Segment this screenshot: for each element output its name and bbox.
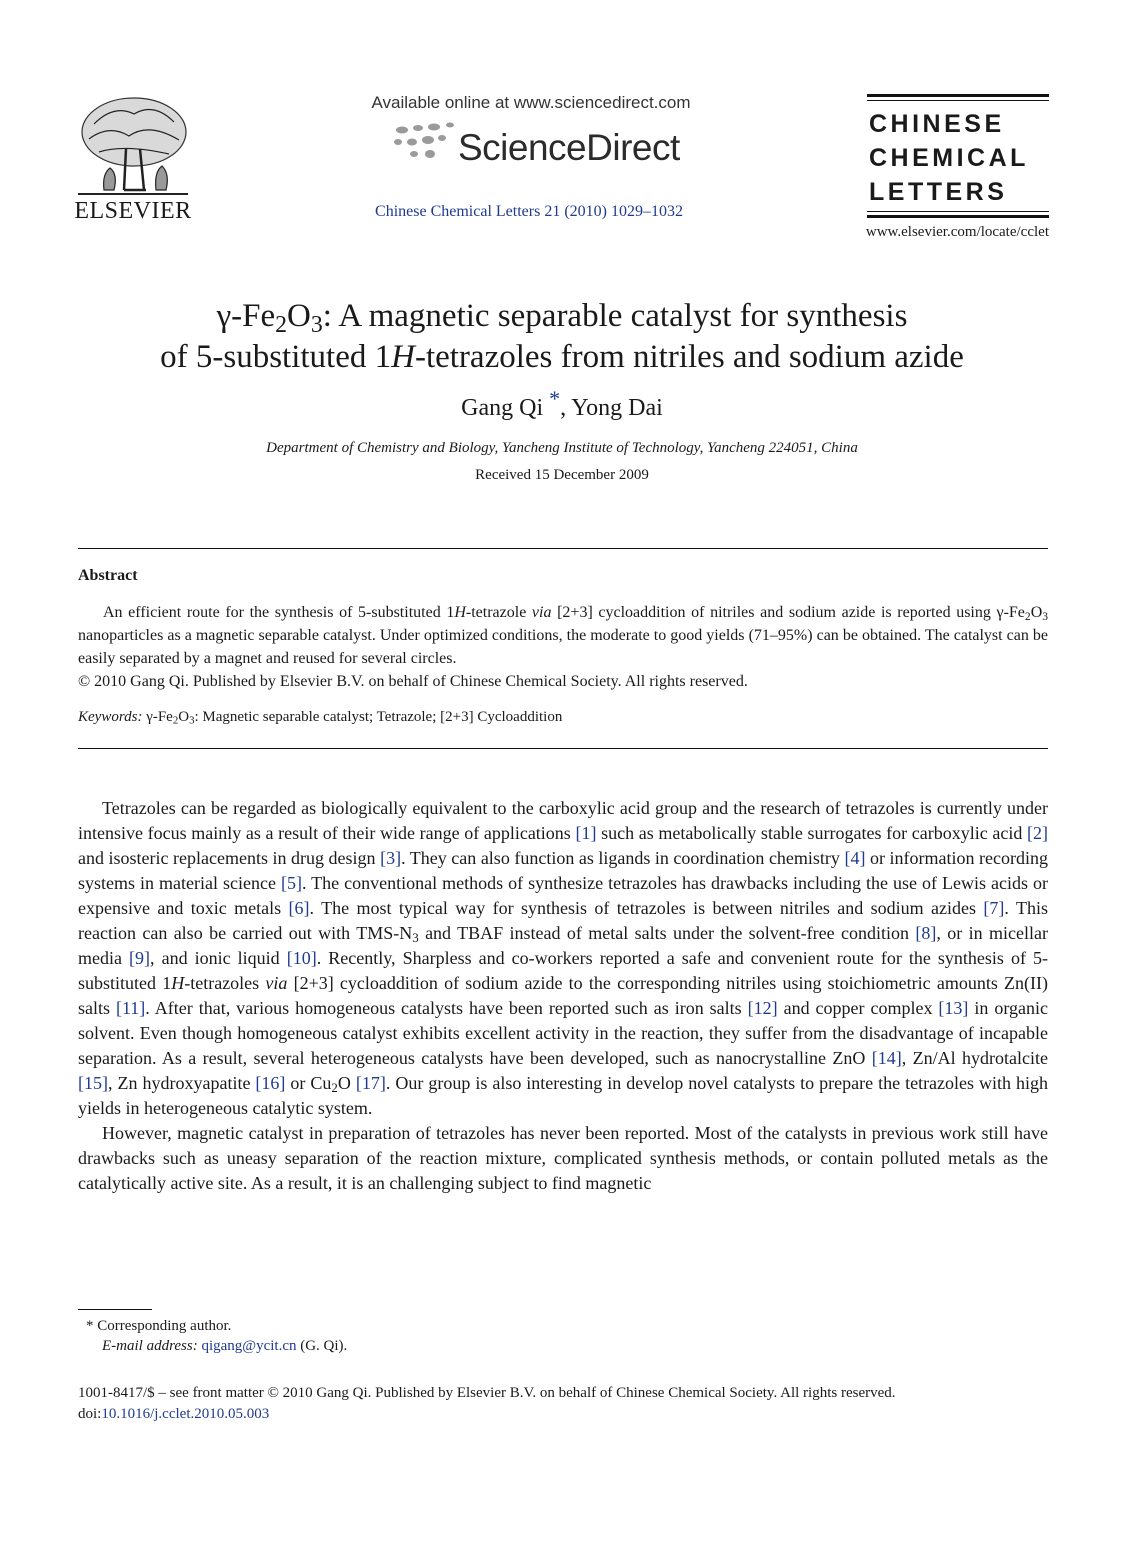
journal-url[interactable]: www.elsevier.com/locate/cclet bbox=[865, 224, 1049, 240]
title-line-1: $\gamma-Fe_2O_3$: A magnetic separable catalyst for synthesis bbox=[216, 298, 908, 338]
reference-link[interactable]: [6] bbox=[288, 898, 310, 918]
masthead-rule bbox=[867, 94, 1049, 97]
reference-link[interactable]: [10] bbox=[286, 948, 317, 968]
journal-name bbox=[867, 101, 1049, 211]
reference-link[interactable]: [14] bbox=[871, 1048, 902, 1068]
journal-name-line: LETTERS bbox=[869, 178, 1008, 206]
abstract-heading: Abstract bbox=[78, 567, 138, 584]
abstract-copyright: © 2010 Gang Qi. Published by Elsevier B.V. on behalf of Chinese Chemical Society. All rights reserved. bbox=[78, 673, 748, 690]
journal-name-line: CHEMICAL bbox=[869, 144, 1029, 172]
reference-link[interactable]: [4] bbox=[844, 848, 866, 868]
issn-copyright-line: 1001-8417/$ – see front matter © 2010 Gang Qi. Published by Elsevier B.V. on behalf of Chinese Chemical Society. All rights reserved. bbox=[78, 1385, 896, 1401]
title-line-2: of 5-substituted 1H-tetrazoles from nitriles and sodium azide bbox=[160, 339, 964, 375]
reference-link[interactable]: [7] bbox=[983, 898, 1005, 918]
author-name: Gang Qi bbox=[461, 395, 544, 421]
corresponding-author-mark[interactable]: * bbox=[549, 386, 561, 411]
reference-link[interactable]: [11] bbox=[115, 998, 146, 1018]
abstract-body bbox=[78, 601, 1048, 693]
affiliation: Department of Chemistry and Biology, Yancheng Institute of Technology, Yancheng 224051, China bbox=[266, 440, 858, 456]
abstract-text: An efficient route for the synthesis of 5-substituted 1H-tetrazole via [2+3] cycloaddition of nitriles and sodium azide is reported using $\gamma-Fe_2O_3$ nanoparticles as a magnetic separable catalyst. Under optimized conditions, the moderate to good yields (71–95%) can be obtained. The catalyst can be easily separated by a magnet and reused for several circles. bbox=[78, 604, 1049, 667]
footnote-rule bbox=[78, 1309, 152, 1310]
reference-link[interactable]: [15] bbox=[78, 1073, 108, 1093]
reference-link[interactable]: [16] bbox=[255, 1073, 286, 1093]
author-list bbox=[60, 386, 1064, 422]
article-body bbox=[78, 796, 1048, 1196]
reference-link[interactable]: [2] bbox=[1027, 823, 1048, 843]
footnote-mark: * bbox=[86, 1318, 94, 1334]
email-label: E-mail address: bbox=[102, 1338, 198, 1354]
reference-link[interactable]: [17] bbox=[355, 1073, 386, 1093]
keywords-label: Keywords: bbox=[78, 709, 143, 725]
reference-link[interactable]: [12] bbox=[747, 998, 778, 1018]
elsevier-tree-icon bbox=[74, 94, 192, 198]
elsevier-wordmark: ELSEVIER bbox=[74, 198, 192, 224]
email-link[interactable]: qigang@ycit.cn bbox=[201, 1338, 297, 1354]
received-date: Received 15 December 2009 bbox=[475, 467, 649, 483]
reference-link[interactable]: [9] bbox=[129, 948, 151, 968]
doi-line: doi:10.1016/j.cclet.2010.05.003 bbox=[78, 1406, 270, 1422]
journal-masthead bbox=[867, 94, 1049, 218]
masthead-rule bbox=[867, 211, 1049, 212]
reference-link[interactable]: [8] bbox=[915, 923, 937, 943]
sciencedirect-logo[interactable] bbox=[390, 118, 690, 168]
reference-link[interactable]: [3] bbox=[380, 848, 402, 868]
divider bbox=[78, 748, 1048, 749]
keywords: Keywords: $\gamma-Fe_2O_3$: Magnetic separable catalyst; Tetrazole; [2+3] Cycloaddition bbox=[78, 709, 563, 727]
reference-link[interactable]: [13] bbox=[938, 998, 969, 1018]
reference-link[interactable]: [5] bbox=[280, 873, 302, 893]
article-title bbox=[60, 296, 1064, 378]
body-paragraph: Tetrazoles can be regarded as biologically equivalent to the carboxylic acid group and the research of tetrazoles is currently under intensive focus mainly as a result of their wide range of applications [1] such as metabolically stable surrogates for carboxylic acid [2] and isosteric replacements in drug design [3]. They can also function as ligands in coordination chemistry [4] or information recording systems in material science [5]. The conventional methods of synthesize tetrazoles has drawbacks including the use of Lewis acids or expensive and toxic metals [6]. The most typical way for synthesis of tetrazoles is between nitriles and sodium azides [7]. This reaction can also be carried out with TMS-$N_3$ and TBAF instead of metal salts under the solvent-free condition [8], or in micellar media [9], and ionic liquid [10]. Recently, Sharpless and co-workers reported a safe and convenient route for the synthesis of 5-substituted 1H-tetrazoles via [2+3] cycloaddition of sodium azide to the corresponding nitriles using stoichiometric amounts Zn(II) salts [11]. After that, various homogeneous catalysts have been reported such as iron salts [12] and copper complex [13] in organic solvent. Even though homogeneous catalyst exhibits excellent activity in the reaction, they suffer from the disadvantage of incapable separation. As a result, several heterogeneous catalysts have been developed, such as nanocrystalline ZnO [14], Zn/Al hydrotalcite [15], Zn hydroxyapatite [16] or $Cu_2O$ [17]. Our group is also interesting in develop novel catalysts to prepare the tetrazoles with high yields in heterogeneous catalytic system. bbox=[78, 798, 1049, 1118]
masthead-rule bbox=[867, 215, 1049, 218]
author-name: , Yong Dai bbox=[560, 395, 663, 421]
journal-citation-link[interactable]: Chinese Chemical Letters 21 (2010) 1029–1032 bbox=[375, 203, 683, 220]
reference-link[interactable]: [1] bbox=[575, 823, 597, 843]
sciencedirect-wordmark: ScienceDirect bbox=[458, 127, 680, 168]
available-online-text: Available online at www.sciencedirect.com bbox=[371, 93, 691, 112]
elsevier-logo bbox=[74, 94, 192, 225]
journal-name-line: CHINESE bbox=[869, 110, 1005, 138]
footnote-email: E-mail address: qigang@ycit.cn (G. Qi). bbox=[102, 1338, 348, 1354]
divider bbox=[78, 548, 1048, 549]
sciencedirect-dots-icon bbox=[390, 118, 460, 168]
body-paragraph: However, magnetic catalyst in preparation of tetrazoles has never been reported. Most of the catalysts in previous work still have drawbacks such as uneasy separation of the reaction mixture, complicated synthesis methods, or contain polluted metals as the catalytically active site. As a result, it is an challenging subject to find magnetic bbox=[78, 1123, 1048, 1193]
footnote-corresponding: * Corresponding author. bbox=[86, 1318, 232, 1334]
doi-link[interactable]: 10.1016/j.cclet.2010.05.003 bbox=[101, 1406, 270, 1422]
